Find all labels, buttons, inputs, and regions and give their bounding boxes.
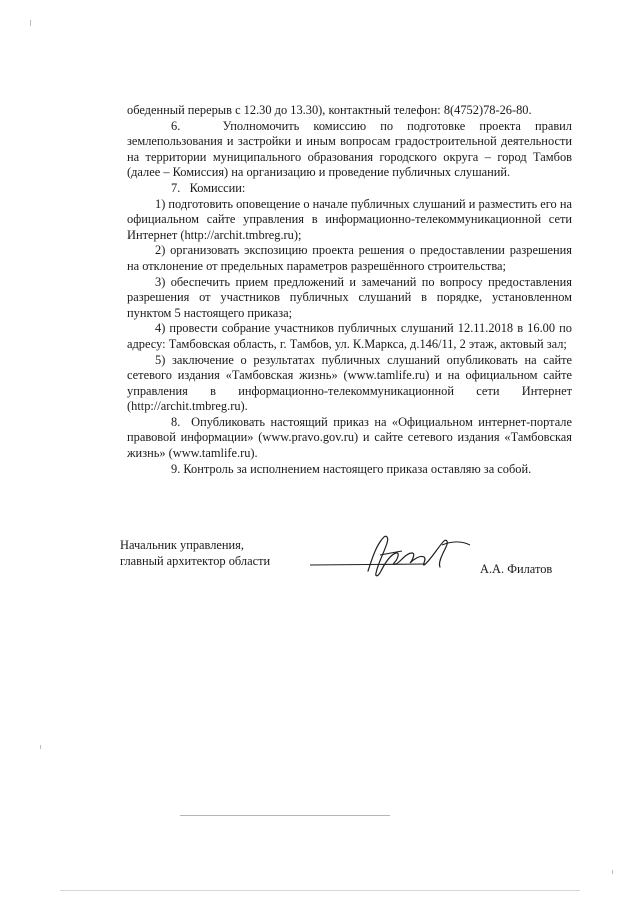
scan-artifact-bottom	[60, 890, 580, 891]
scan-artifact-line	[180, 815, 390, 816]
paragraph-item-7-3: 3) обеспечить прием предложений и замечаний по вопросу предоставления разрешения от участников публичных слушаний в порядке, установленном пунктом 5 настоящего приказа;	[127, 274, 572, 320]
paragraph-item-7: 7. Комиссии:	[171, 180, 246, 195]
signature-block	[120, 537, 580, 597]
paragraph-item-6: 6. Уполномочить комиссию по подготовке проекта правил землепользования и застройки и иным вопросам градостроительной деятельности на территории муниципального образования городского округа – город Тамбов (далее – Комиссия) на организацию и проведение публичных слушаний.	[127, 118, 572, 180]
paragraph-item-7-2: 2) организовать экспозицию проекта решения о предоставлении разрешения на отклонение от предельных параметров разрешённого строительства;	[127, 243, 572, 273]
paragraph-item-7-1: 1) подготовить оповещение о начале публичных слушаний и разместить его на официальном сайте управления в информационно-телекоммуникационной сети Интернет (http://archit.tmbreg.ru);	[127, 196, 572, 242]
scan-artifact-dot	[40, 745, 41, 749]
signatory-title	[120, 537, 270, 569]
handwritten-signature	[306, 531, 476, 583]
signatory-title-line1: Начальник управления,	[120, 538, 244, 552]
paragraph-item-8: 8. Опубликовать настоящий приказ на «Официальном интернет-портале правовой информации» (www.pravo.gov.ru) и сайте сетевого издания «Тамбовская жизнь» (www.tamlife.ru).	[127, 414, 572, 461]
paragraph-item-7-5: 5) заключение о результатах публичных слушаний опубликовать на сайте сетевого издания «Тамбовская жизнь» (www.tamlife.ru) и на официальном сайте управления в информационно-телекоммуникационной сети Интернет (http://archit.tmbreg.ru).	[127, 352, 572, 414]
paragraph-lunch-break: обеденный перерыв с 12.30 до 13.30), контактный телефон: 8(4752)78-26-80.	[127, 103, 532, 117]
signatory-title-line2: главный архитектор области	[120, 554, 271, 568]
scan-artifact-dot	[30, 20, 31, 26]
paragraph-item-9: 9. Контроль за исполнением настоящего приказа оставляю за собой.	[171, 461, 532, 476]
paragraph-item-7-4: 4) провести собрание участников публичных слушаний 12.11.2018 в 16.00 по адресу: Тамбовская область, г. Тамбов, ул. К.Маркса, д.146/11, 2 этаж, актовый зал;	[127, 321, 572, 351]
scan-artifact-dot	[612, 870, 613, 874]
document-body	[127, 103, 572, 477]
signatory-name: А.А. Филатов	[480, 562, 553, 576]
